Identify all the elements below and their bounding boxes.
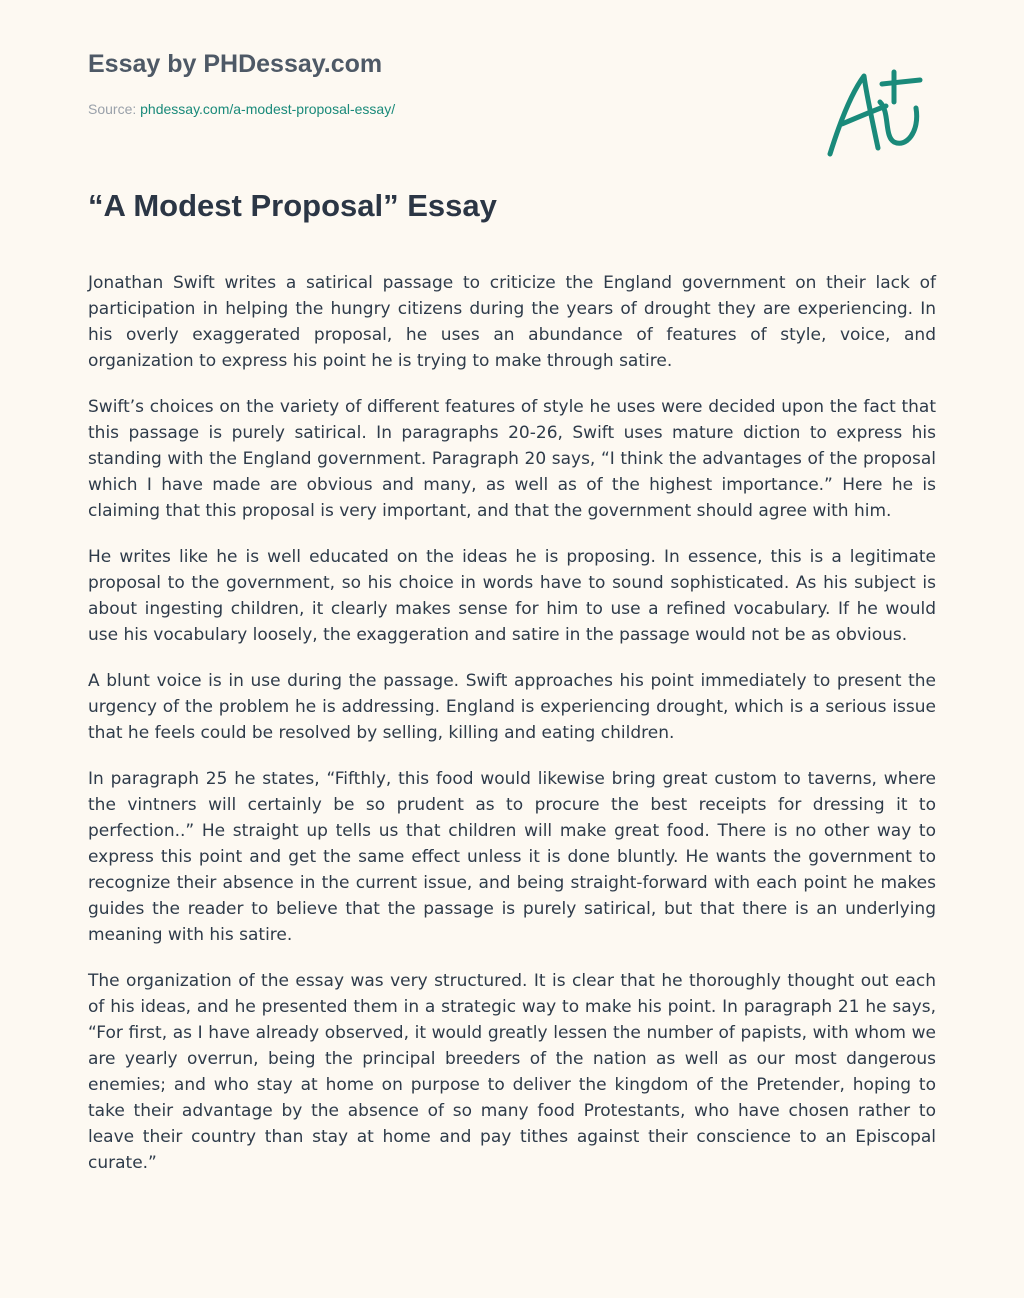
essay-paragraph: In paragraph 25 he states, “Fifthly, this food would likewise bring great custom to taverns, where the vintners will certainly be so prudent as to procure the best receipts for dressing it to perfection..” He straight up tells us that children will make great food. There is no other way to express this point and get the same effect unless it is done bluntly. He wants the government to recognize their absence in the current issue, and being straight-forward with each point he makes guides the reader to believe that the passage is purely satirical, but that there is an underlying meaning with his satire. [88, 769, 936, 945]
source-link[interactable]: phdessay.com/a-modest-proposal-essay/ [140, 101, 396, 117]
essay-paragraph: He writes like he is well educated on the ideas he is proposing. In essence, this is a legitimate proposal to the government, so his choice in words have to sound sophisticated. As his subject is about ingesting children, it clearly makes sense for him to use a refined vocabulary. If he would use his vocabulary loosely, the exaggeration and satire in the passage would not be as obvious. [88, 547, 936, 645]
essay-paragraph: The organization of the essay was very structured. It is clear that he thoroughly thought out each of his ideas, and he presented them in a strategic way to make his point. In paragraph 21 he says, “For first, as I have already observed, it would greatly lessen the number of papists, with whom we are yearly overrun, being the principal breeders of the nation as well as our most dangerous enemies; and who stay at home on purpose to deliver the kingdom of the Pretender, hoping to take their advantage by the absence of so many food Protestants, who have chosen rather to leave their country than stay at home and pay tithes against their conscience to an Episcopal curate.” [88, 971, 936, 1173]
essay-paragraph: Swift’s choices on the variety of different features of style he uses were decided upon the fact that this passage is purely satirical. In paragraphs 20-26, Swift uses mature diction to express his standing with the England government. Paragraph 20 says, “I think the advantages of the proposal which I have made are obvious and many, as well as of the highest importance.” Here he is claiming that this proposal is very important, and that the government should agree with him. [88, 397, 936, 521]
source-label: Source: [88, 101, 141, 117]
source-line [88, 101, 395, 117]
a-plus-logo-icon [820, 62, 932, 162]
essay-paragraph: Jonathan Swift writes a satirical passage to criticize the England government on their lack of participation in helping the hungry citizens during the years of drought they are experiencing. In his overly exaggerated proposal, he uses an abundance of features of style, voice, and organization to express his point he is trying to make through satire. [88, 273, 936, 371]
page-title: “A Modest Proposal” Essay [88, 188, 497, 223]
essay-body [88, 270, 936, 1196]
essay-paragraph: A blunt voice is in use during the passage. Swift approaches his point immediately to present the urgency of the problem he is addressing. England is experiencing drought, which is a serious issue that he feels could be resolved by selling, killing and eating children. [88, 671, 936, 743]
site-brand: Essay by PHDessay.com [88, 50, 383, 78]
